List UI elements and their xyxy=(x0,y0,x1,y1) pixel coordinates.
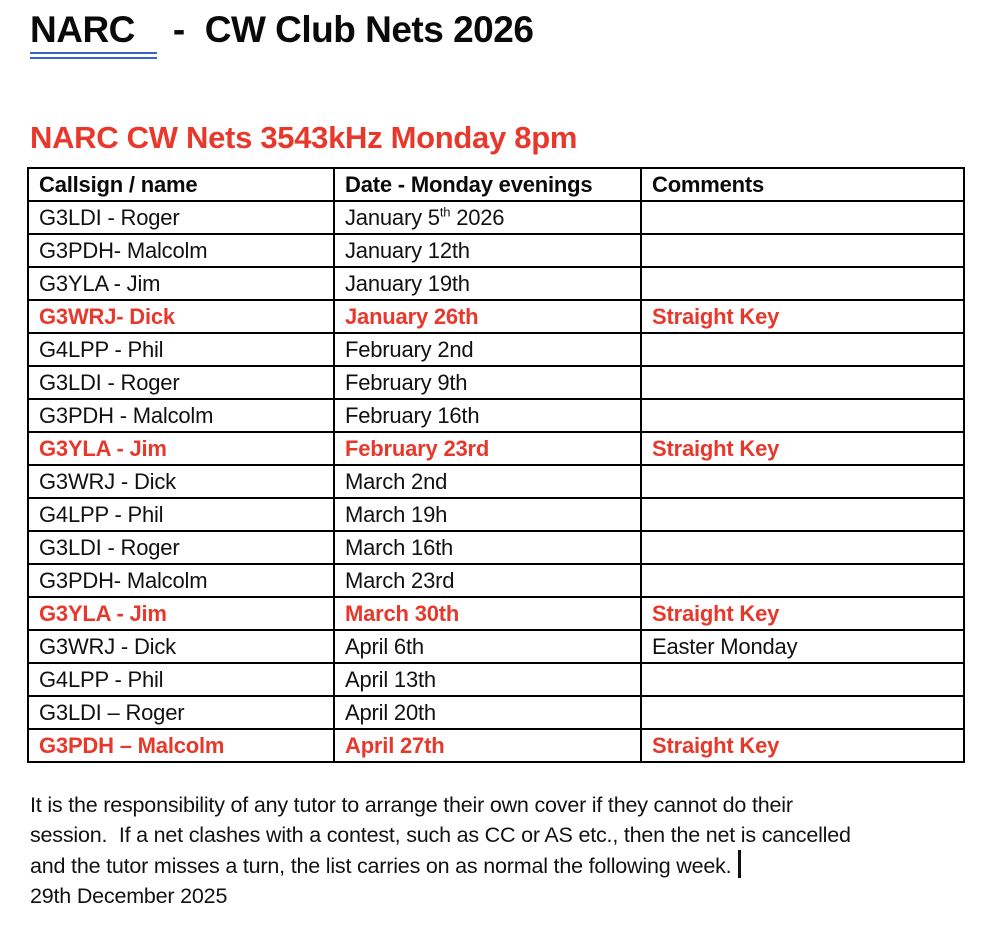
cell-date: March 30th xyxy=(334,597,641,630)
section-heading: NARC CW Nets 3543kHz Monday 8pm xyxy=(30,120,578,156)
cell-callsign: G3YLA - Jim xyxy=(28,597,334,630)
cell-callsign: G3LDI - Roger xyxy=(28,366,334,399)
cell-callsign: G3PDH – Malcolm xyxy=(28,729,334,762)
cell-callsign: G3LDI – Roger xyxy=(28,696,334,729)
cell-date xyxy=(334,201,641,234)
cell-date: March 2nd xyxy=(334,465,641,498)
cell-date: February 2nd xyxy=(334,333,641,366)
cell-comment xyxy=(641,267,964,300)
cell-comment xyxy=(641,663,964,696)
cell-date: April 20th xyxy=(334,696,641,729)
table-row xyxy=(28,399,964,432)
table-row xyxy=(28,267,964,300)
footer-line: It is the responsibility of any tutor to arrange their own cover if they cannot do their xyxy=(30,793,793,818)
table-row xyxy=(28,465,964,498)
cell-callsign: G3PDH- Malcolm xyxy=(28,234,334,267)
cell-comment xyxy=(641,696,964,729)
cell-callsign: G3WRJ- Dick xyxy=(28,300,334,333)
cell-callsign: G3YLA - Jim xyxy=(28,267,334,300)
cell-callsign: G3LDI - Roger xyxy=(28,531,334,564)
date-text: January 5 xyxy=(345,204,440,230)
cell-callsign: G3PDH - Malcolm xyxy=(28,399,334,432)
cell-comment: Straight Key xyxy=(641,729,964,762)
cell-date: April 27th xyxy=(334,729,641,762)
table-row xyxy=(28,234,964,267)
cell-comment: Straight Key xyxy=(641,300,964,333)
title-rest: CW Club Nets 2026 xyxy=(204,9,534,50)
cell-date: February 16th xyxy=(334,399,641,432)
table-row xyxy=(28,597,964,630)
table-row xyxy=(28,498,964,531)
cell-comment xyxy=(641,498,964,531)
cell-comment xyxy=(641,531,964,564)
cell-date: January 12th xyxy=(334,234,641,267)
cell-callsign: G3WRJ - Dick xyxy=(28,465,334,498)
cell-date: April 13th xyxy=(334,663,641,696)
table-row xyxy=(28,729,964,762)
text-cursor[interactable] xyxy=(738,850,741,878)
ordinal-superscript: th xyxy=(439,204,451,220)
table-row xyxy=(28,333,964,366)
footer-line: session. If a net clashes with a contest, such as CC or AS etc., then the net is cancelled xyxy=(30,823,851,848)
cell-comment xyxy=(641,465,964,498)
nets-schedule-table xyxy=(27,167,965,763)
cell-date: March 16th xyxy=(334,531,641,564)
cell-date: January 26th xyxy=(334,300,641,333)
table-row xyxy=(28,201,964,234)
table-row xyxy=(28,564,964,597)
table-row xyxy=(28,696,964,729)
cell-comment xyxy=(641,333,964,366)
table-row xyxy=(28,630,964,663)
cell-callsign: G4LPP - Phil xyxy=(28,663,334,696)
cell-callsign: G3YLA - Jim xyxy=(28,432,334,465)
cell-date: March 23rd xyxy=(334,564,641,597)
cell-date: March 19h xyxy=(334,498,641,531)
title-separator: - xyxy=(172,9,185,50)
page-title xyxy=(30,8,964,59)
cell-date: February 23rd xyxy=(334,432,641,465)
cell-comment xyxy=(641,399,964,432)
cell-callsign: G4LPP - Phil xyxy=(28,333,334,366)
table-row xyxy=(28,663,964,696)
cell-date: April 6th xyxy=(334,630,641,663)
table-row xyxy=(28,531,964,564)
table-row xyxy=(28,300,964,333)
cell-callsign: G3LDI - Roger xyxy=(28,201,334,234)
cell-comment xyxy=(641,201,964,234)
table-row xyxy=(28,432,964,465)
cell-comment xyxy=(641,366,964,399)
date-year: 2026 xyxy=(450,204,505,230)
cell-comment: Straight Key xyxy=(641,597,964,630)
col-header-date: Date - Monday evenings xyxy=(334,168,641,201)
col-header-callsign: Callsign / name xyxy=(28,168,334,201)
footer-paragraph xyxy=(30,790,964,881)
cell-comment: Easter Monday xyxy=(641,630,964,663)
cell-date: February 9th xyxy=(334,366,641,399)
cell-callsign: G4LPP - Phil xyxy=(28,498,334,531)
cell-comment xyxy=(641,564,964,597)
cell-callsign: G3WRJ - Dick xyxy=(28,630,334,663)
footer-line: and the tutor misses a turn, the list carries on as normal the following week. xyxy=(30,854,732,879)
table-header-row xyxy=(28,168,964,201)
cell-comment xyxy=(641,234,964,267)
cell-comment: Straight Key xyxy=(641,432,964,465)
footer-date: 29th December 2025 xyxy=(30,884,228,909)
table-row xyxy=(28,366,964,399)
cell-date: January 19th xyxy=(334,267,641,300)
col-header-comments: Comments xyxy=(641,168,964,201)
cell-callsign: G3PDH- Malcolm xyxy=(28,564,334,597)
title-underlined-text: NARC xyxy=(30,8,157,59)
